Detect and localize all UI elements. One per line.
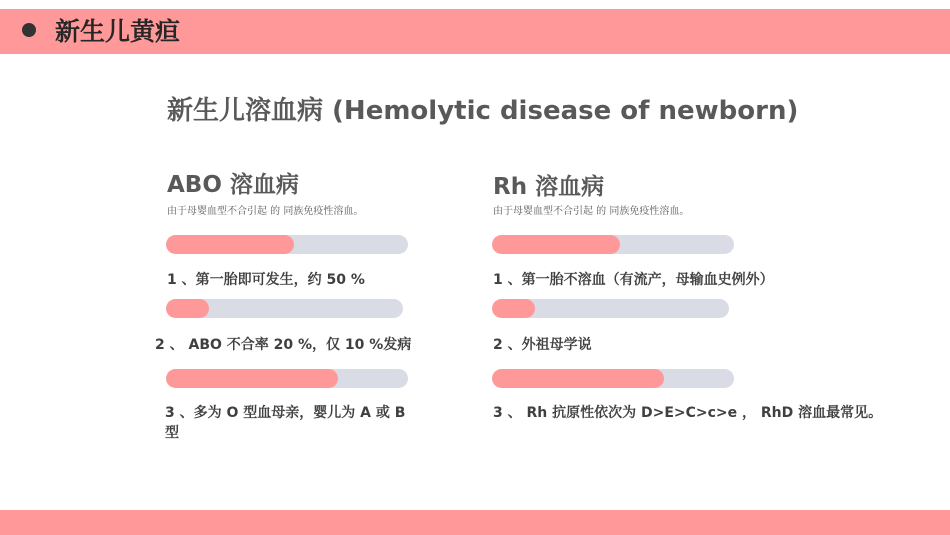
rh-column-title: Rh 溶血病 <box>493 174 605 200</box>
rh-column-subtitle: 由于母婴血型不合引起 的 同族免疫性溶血。 <box>493 206 690 217</box>
abo-column-subtitle: 由于母婴血型不合引起 的 同族免疫性溶血。 <box>167 206 364 217</box>
progress-fill <box>492 369 664 388</box>
list-item: 1 、第一胎不溶血（有流产，母输血史例外） <box>493 272 774 288</box>
progress-bar <box>492 369 734 388</box>
progress-fill <box>166 235 294 254</box>
list-item: 2 、 ABO 不合率 20 %，仅 10 %发病 <box>155 337 412 353</box>
footer-bar <box>0 510 950 535</box>
progress-fill <box>492 235 620 254</box>
progress-bar <box>492 299 729 318</box>
list-item: 1 、第一胎即可发生，约 50 % <box>167 272 365 288</box>
progress-fill <box>492 299 535 318</box>
list-item: 3 、多为 O 型血母亲，婴儿为 A 或 B 型 <box>165 405 406 441</box>
bullet-dot-icon <box>22 23 36 37</box>
progress-fill <box>166 369 338 388</box>
progress-bar <box>492 235 734 254</box>
progress-bar <box>166 299 403 318</box>
progress-fill <box>166 299 209 318</box>
list-item: 2 、外祖母学说 <box>493 337 592 353</box>
progress-bar <box>166 235 408 254</box>
slide-title: 新生儿黄疸 <box>55 17 181 46</box>
list-item: 3 、 Rh 抗原性依次为 D>E>C>c>e ， RhD 溶血最常见。 <box>493 405 883 421</box>
progress-bar <box>166 369 408 388</box>
section-heading: 新生儿溶血病 (Hemolytic disease of newborn) <box>167 96 799 126</box>
abo-column-title: ABO 溶血病 <box>167 172 299 198</box>
